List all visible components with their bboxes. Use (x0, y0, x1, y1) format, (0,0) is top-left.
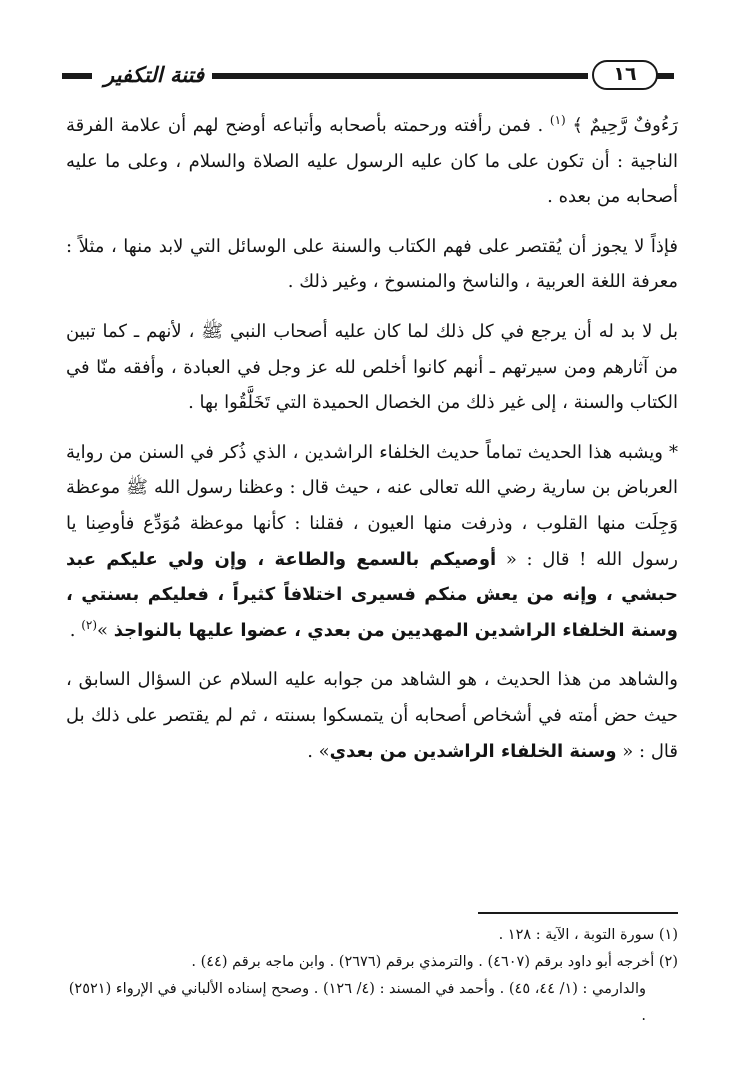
hadith-intro: * ويشبه هذا الحديث تماماً حديث الخلفاء الراشدين ، الذي ذُكر في السنن من رواية العرباض بن سارية رضي الله تعالى عنه ، حيث قال : وعظنا رسول الله ﷺ موعظة وَجِلَت منها القلوب ، وذرفت منها العيون ، فقلنا : كأنها موعظة مُوَدِّع فأوصِنا يا رسول الله ! قال : « (66, 441, 678, 570)
footnote-1: (١) سورة التوبة ، الآية : ١٢٨ . (498, 927, 678, 943)
paragraph-1 (66, 108, 678, 215)
running-header (62, 58, 674, 94)
hadith-quote: وسنة الخلفاء الراشدين من بعدي (329, 740, 617, 762)
footnote-separator (478, 912, 678, 914)
paragraph-5-end: » . (307, 740, 330, 762)
paragraph-5-text: والشاهد من هذا الحديث ، هو الشاهد من جوابه عليه السلام عن السؤال السابق ، حيث حض أمته في أشخاص أصحابه أن يتمسكوا بسنته ، ثم لم يقتصر على ذلك بل قال : « (66, 669, 678, 762)
paragraph-1-text: . فمن رأفته ورحمته بأصحابه وأتباعه أوضح لهم أن علامة الفرقة الناجية : أن تكون على ما كان عليه الرسول عليه الصلاة والسلام ، وعلى ما عليه أصحابه من بعده . (66, 115, 678, 208)
paragraph-3: بل لا بد له أن يرجع في كل ذلك لما كان عليه أصحاب النبي ﷺ ، لأنهم ـ كما تبين من آثارهم ومن سيرتهم ـ أنهم كانوا أخلص لله عز وجل في العبادة ، وأفقه منّا في الكتاب والسنة ، إلى غير ذلك من الخصال الحميدة التي تَخَلَّقُوا بها . (66, 320, 678, 414)
book-title: فتنة التكفير (104, 63, 204, 87)
paragraph-4-end: . (69, 619, 82, 641)
footnote-2: (٢) أخرجه أبو داود برقم (٤٦٠٧) . والترمذي برقم (٢٦٧٦) . وابن ماجه برقم (٤٤) . (191, 954, 678, 970)
main-text (66, 108, 678, 783)
paragraph-2: فإذاً لا يجوز أن يُقتصر على فهم الكتاب والسنة على الوسائل التي لابد منها ، مثلاً : معرفة اللغة العربية ، والناسخ والمنسوخ ، وغير ذلك . (66, 235, 678, 293)
footnote-2-continued: والدارمي : (١/ ٤٤، ٤٥) . وأحمد في المسند : (٤/ ١٢٦) . وصحح إسناده الألباني في الإرواء (٢٥٢١) . (68, 981, 646, 1024)
footnotes (66, 922, 678, 1030)
header-rule-tip (656, 73, 674, 79)
quran-verse-end: رَءُوفٌ رَّحِيمٌ ﴾ (565, 115, 678, 136)
paragraph-4 (66, 435, 678, 649)
footnote-ref-2: (٢) (81, 617, 98, 632)
header-rule-short (62, 73, 92, 79)
hadith-text: أوصيكم بالسمع والطاعة ، وإن ولي عليكم عبد حبشي ، وإنه من يعش منكم فسيرى اختلافاً كثيراً ، فعليكم بسنتي ، وسنة الخلفاء الراشدين المهديين من بعدي ، عضوا عليها بالنواجذ (66, 548, 678, 641)
hadith-close-quote: » (97, 619, 114, 641)
paragraph-5 (66, 662, 678, 769)
footnote-ref-1: (١) (549, 113, 566, 127)
page-number: ١٦ (592, 60, 658, 90)
header-rule-long (212, 73, 588, 79)
